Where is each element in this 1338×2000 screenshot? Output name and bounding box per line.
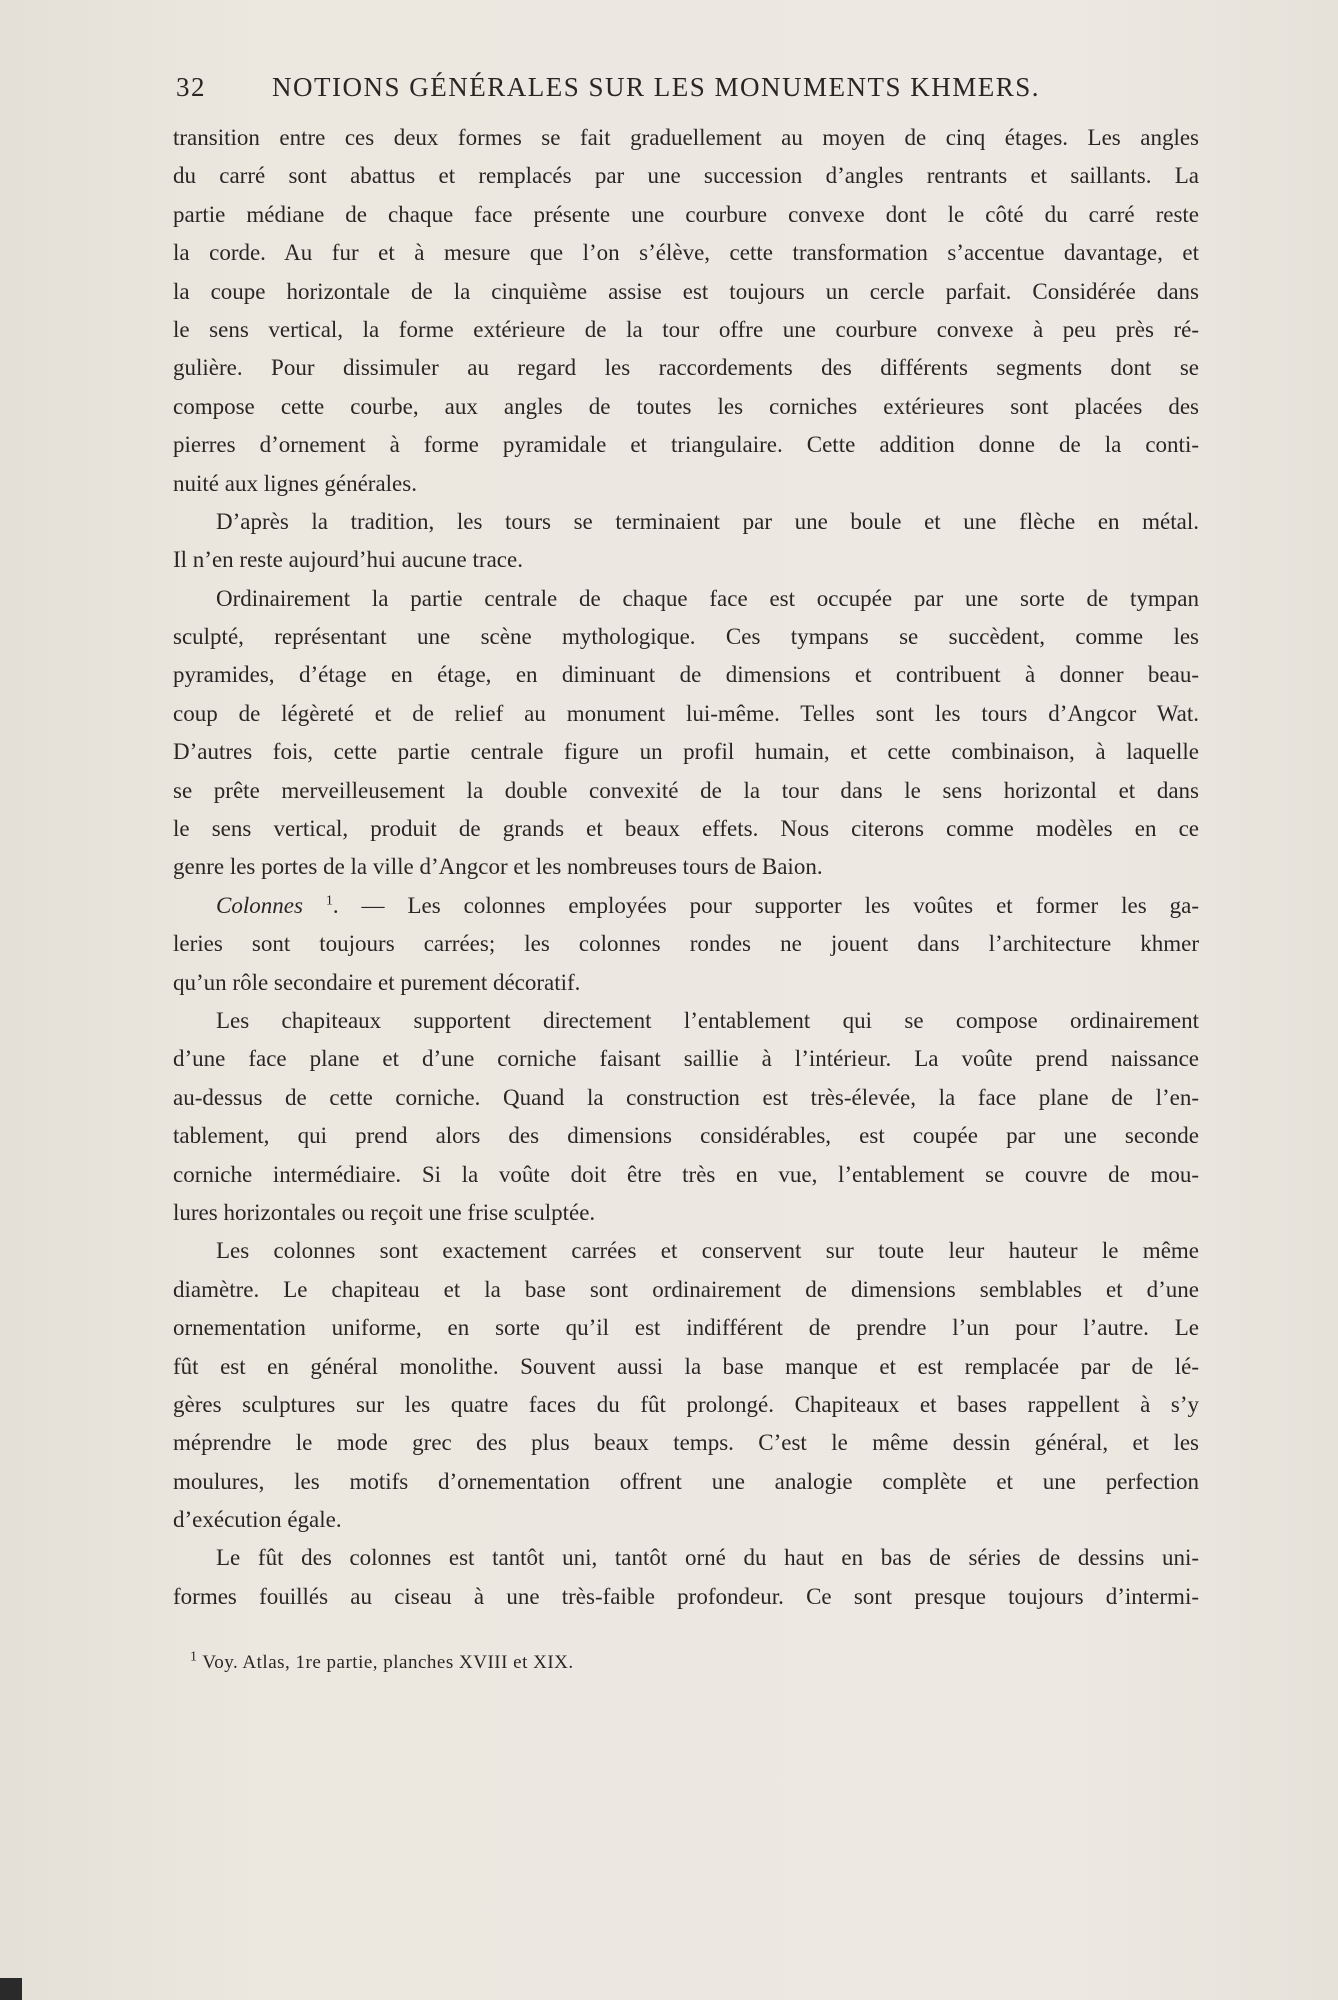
text-line: gulière. Pour dissimuler au regard les raccordements des différents segments dont se <box>173 355 1199 381</box>
text-line: pyramides, d’étage en étage, en diminuant de dimensions et contribuent à donner beau- <box>173 662 1199 688</box>
text-line: d’exécution égale. <box>173 1507 342 1533</box>
text-line: méprendre le mode grec des plus beaux temps. C’est le même dessin général, et les <box>173 1430 1199 1456</box>
paragraph <box>173 119 1199 503</box>
text-line: diamètre. Le chapiteau et la base sont ordinairement de dimensions semblables et d’une <box>173 1276 1199 1302</box>
text-line: compose cette courbe, aux angles de toutes les corniches extérieures sont placées des <box>173 393 1199 419</box>
text-line: au-dessus de cette corniche. Quand la construction est très-élevée, la face plane de l’en- <box>173 1084 1199 1110</box>
text-line: du carré sont abattus et remplacés par une succession d’angles rentrants et saillants. La <box>173 163 1199 189</box>
text-line: se prête merveilleusement la double convexité de la tour dans le sens horizontal et dans <box>173 777 1199 803</box>
text-line: qu’un rôle secondaire et purement décoratif. <box>173 969 581 995</box>
text-line: sculpté, représentant une scène mythologique. Ces tympans se succèdent, comme les <box>173 624 1199 650</box>
text-line: fût est en général monolithe. Souvent aussi la base manque et est remplacée par de lé- <box>173 1353 1199 1379</box>
section-heading: Colonnes <box>216 892 303 918</box>
scan-corner <box>0 1978 22 2000</box>
text-line: corniche intermédiaire. Si la voûte doit être très en vue, l’entablement se couvre de mou- <box>173 1161 1199 1187</box>
text-line: la coupe horizontale de la cinquième assise est toujours un cercle parfait. Considérée dans <box>173 278 1199 304</box>
text-line: la corde. Au fur et à mesure que l’on s’élève, cette transformation s’accentue davantage, et <box>173 240 1199 266</box>
text-line: d’une face plane et d’une corniche faisant saillie à l’intérieur. La voûte prend naissance <box>173 1046 1199 1072</box>
text-line: partie médiane de chaque face présente une courbure convexe dont le côté du carré reste <box>173 201 1199 227</box>
text-line: D’autres fois, cette partie centrale figure un profil humain, et cette combinaison, à laquelle <box>173 739 1199 765</box>
paragraph <box>173 887 1199 1002</box>
text-line: gères sculptures sur les quatre faces du fût prolongé. Chapiteaux et bases rappellent à s’y <box>173 1391 1199 1417</box>
paragraph <box>173 1232 1199 1539</box>
text-line: genre les portes de la ville d’Angcor et les nombreuses tours de Baion. <box>173 854 823 880</box>
text-line: coup de légèreté et de relief au monument lui-même. Telles sont les tours d’Angcor Wat. <box>173 700 1199 726</box>
text-line: nuité aux lignes générales. <box>173 470 417 496</box>
paragraph <box>173 580 1199 887</box>
body-text <box>173 119 1199 1616</box>
text-line: Il n’en reste aujourd’hui aucune trace. <box>173 547 523 573</box>
footnote-marker: 1 <box>190 1649 198 1665</box>
text-line: Ordinairement la partie centrale de chaque face est occupée par une sorte de tympan <box>216 585 1199 611</box>
text-line: Les colonnes sont exactement carrées et conservent sur toute leur hauteur le même <box>216 1238 1199 1264</box>
text-line: Les chapiteaux supportent directement l’entablement qui se compose ordinairement <box>216 1007 1199 1033</box>
line-text: . — Les colonnes employées pour supporter les voûtes et former les ga- <box>332 892 1199 918</box>
text-line: ornementation uniforme, en sorte qu’il est indifférent de prendre l’un pour l’autre. Le <box>173 1315 1199 1341</box>
page-number: 32 <box>176 72 206 102</box>
text-line: D’après la tradition, les tours se terminaient par une boule et une flèche en métal. <box>216 508 1199 534</box>
text-line: le sens vertical, la forme extérieure de la tour offre une courbure convexe à peu près ré- <box>173 316 1199 342</box>
running-header <box>176 72 1086 103</box>
running-title: NOTIONS GÉNÉRALES SUR LES MONUMENTS KHMERS. <box>272 72 1041 102</box>
text-line: pierres d’ornement à forme pyramidale et triangulaire. Cette addition donne de la conti- <box>173 432 1199 458</box>
paragraph <box>173 503 1199 580</box>
text-line: moulures, les motifs d’ornementation offrent une analogie complète et une perfection <box>173 1468 1199 1494</box>
text-line: le sens vertical, produit de grands et beaux effets. Nous citerons comme modèles en ce <box>173 816 1199 842</box>
paragraph <box>173 1002 1199 1232</box>
text-line: transition entre ces deux formes se fait graduellement au moyen de cinq étages. Les angles <box>173 125 1199 150</box>
footnote-reference[interactable]: 1 <box>325 893 333 909</box>
text-line: lures horizontales ou reçoit une frise sculptée. <box>173 1199 596 1225</box>
text-line: leries sont toujours carrées; les colonnes rondes ne jouent dans l’architecture khmer <box>173 931 1199 957</box>
text-line: Le fût des colonnes est tantôt uni, tantôt orné du haut en bas de séries de dessins uni- <box>216 1545 1199 1571</box>
paragraph <box>173 1539 1199 1616</box>
footnote <box>190 1649 574 1674</box>
text-line <box>173 887 1199 925</box>
text-line: formes fouillés au ciseau à une très-faible profondeur. Ce sont presque toujours d’intermi- <box>173 1583 1199 1609</box>
footnote-text: Voy. Atlas, 1re partie, planches XVIII et XIX. <box>202 1652 574 1673</box>
text-line: tablement, qui prend alors des dimensions considérables, est coupée par une seconde <box>173 1123 1199 1149</box>
